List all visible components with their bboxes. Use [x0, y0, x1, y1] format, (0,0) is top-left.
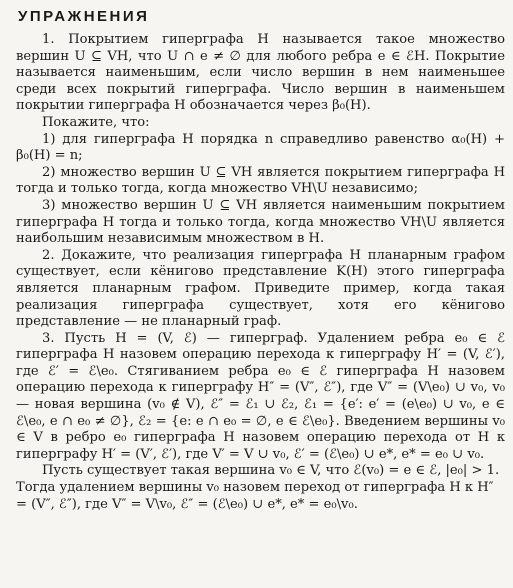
paragraph-exercise-3: 3. Пусть H = (V, ℰ) — гиперграф. Удалением ребра e₀ ∈ ℰ гиперграфа H назовем операцию перехода к гиперграфу H′ = (V, ℰ′), где ℰ′ = ℰ\e₀. Стягиванием ребра e₀ ∈ ℰ гиперграфа H назовем операцию перехода к гиперграфу H″ = (V″, ℰ″), где V″ = (V\e₀) ∪ v₀, v₀ — новая вершина (v₀ ∉ V), ℰ″ = ℰ₁ ∪ ℰ₂, ℰ₁ = {e′: e′ = (e\e₀) ∪ v₀, e ∈ ℰ\e₀, e ∩ e₀ ≠ ∅}, ℰ₂ = {e: e ∩ e₀ = ∅, e ∈ ℰ\e₀}. Введением вершины v₀ ∈ V в ребро e₀ гиперграфа H назовем операцию перехода от H к гиперграфу H′ = (V′, ℰ′), где V′ = V ∪ v₀, ℰ′ = (ℰ\e₀) ∪ e*, e* = e₀ ∪ v₀. — [16, 330, 505, 462]
section-heading: УПРАЖНЕНИЯ — [18, 8, 150, 25]
paragraph-item-2: 2) множество вершин U ⊆ VH является покрытием гиперграфа H тогда и только тогда, когда множество VH\U независимо; — [16, 164, 505, 197]
paragraph-exercise-1: 1. Покрытием гиперграфа H называется такое множество вершин U ⊆ VH, что U ∩ e ≠ ∅ для любого ребра e ∈ ℰH. Покрытие называется наименьшим, если число вершин в нем наименьшее среди всех покрытий гиперграфа. Число вершин в наименьшем покрытии гиперграфа H обозначается через β₀(H). — [16, 32, 505, 114]
paragraph-item-1: 1) для гиперграфа H порядка n справедливо равенство α₀(H) + β₀(H) = n; — [16, 131, 505, 164]
paragraph-show-that: Покажите, что: — [42, 114, 150, 130]
paragraph-exercise-2: 2. Докажите, что реализация гиперграфа H планарным графом существует, если кёнигово представление K(H) этого гиперграфа является планарным графом. Приведите пример, когда такая реализация гиперграфа существует, хотя его кёнигово представление — не планарный граф. — [16, 247, 505, 330]
paragraph-item-3: 3) множество вершин U ⊆ VH является наименьшим покрытием гиперграфа H тогда и только тогда, когда множество VH\U является наибольшим независимым множеством в H. — [16, 197, 505, 247]
paragraph-vertex-removal: Пусть существует такая вершина v₀ ∈ V, что ℰ(v₀) = e ∈ ℰ, |e₀| > 1. Тогда удалением вершины v₀ назовем переход от гиперграфа H к H″ = (V″, ℰ″), где V″ = V\v₀, ℰ″ = (ℰ\e₀) ∪ e*, e* = e₀\v₀. — [16, 463, 500, 512]
